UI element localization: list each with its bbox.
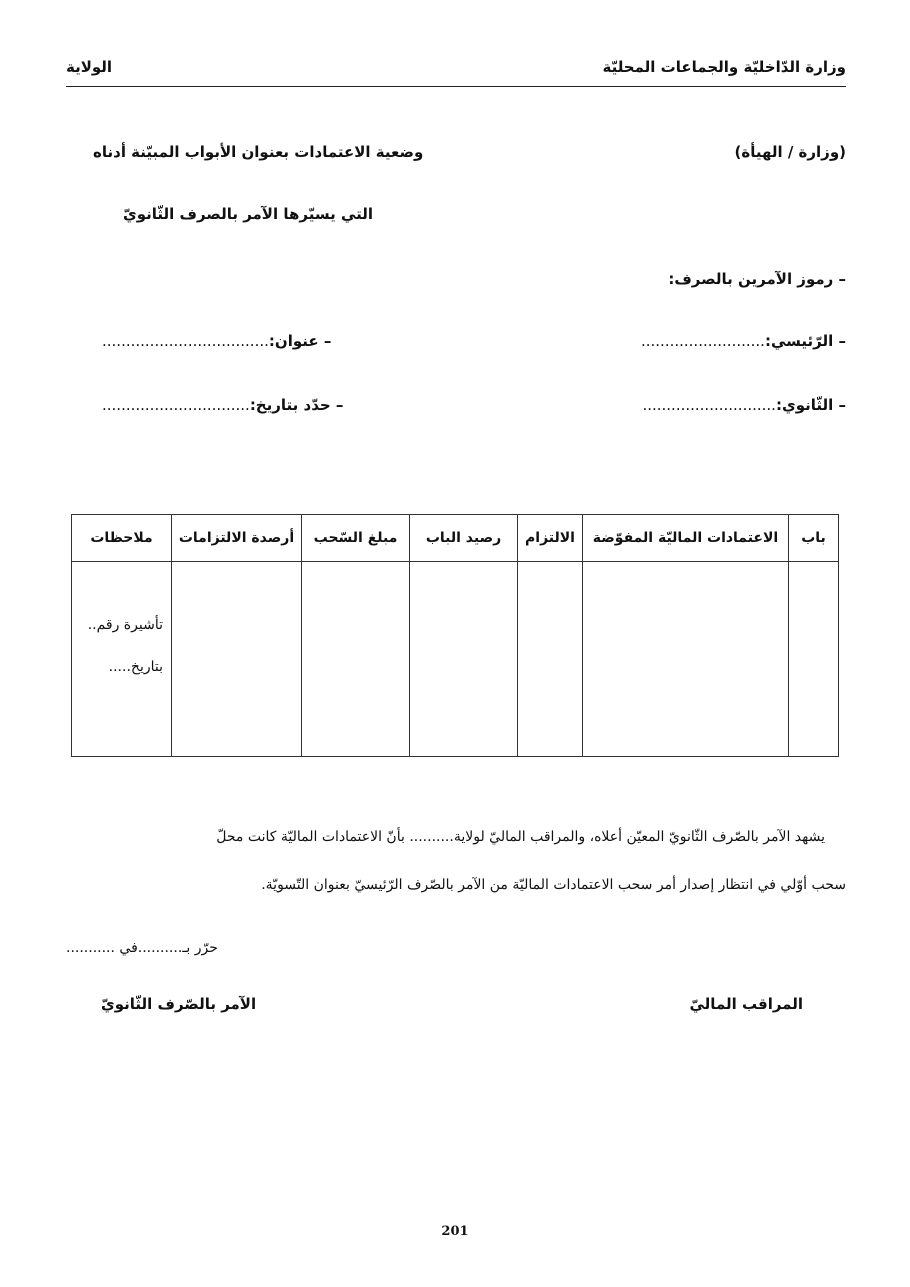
document-title: وضعية الاعتمادات بعنوان الأبواب المبيّنة أدناه <box>93 143 424 161</box>
table-cell-withdrawal-amount <box>302 562 410 757</box>
page-number: 201 <box>441 1224 469 1239</box>
secondary-officer-dots: ............................ <box>642 396 776 414</box>
table-row <box>72 562 839 757</box>
secondary-officer-field <box>642 396 846 414</box>
date-label: – حدّد بتاريخ: <box>249 396 344 414</box>
province-header: الولاية <box>66 58 113 76</box>
table-cell-commitment <box>518 562 583 757</box>
date-dots: ............................... <box>102 396 250 414</box>
ordering-codes-label: – رموز الآمرين بالصرف: <box>668 270 846 288</box>
column-header-chapter: باب <box>789 515 839 562</box>
column-header-notes: ملاحظات <box>72 515 172 562</box>
table-cell-delegated-credits <box>583 562 789 757</box>
table-cell-chapter <box>789 562 839 757</box>
address-label: – عنوان: <box>268 332 332 350</box>
financial-controller-signature: المراقب الماليّ <box>689 995 803 1013</box>
document-subtitle: التي يسيّرها الآمر بالصرف الثّانويّ <box>123 205 374 223</box>
main-officer-dots: .......................... <box>640 332 765 350</box>
column-header-delegated-credits: الاعتمادات الماليّة المفوّضة <box>583 515 789 562</box>
table-cell-chapter-balance <box>410 562 518 757</box>
visa-number-note: تأشيرة رقم.. <box>87 617 163 633</box>
secondary-officer-label: – الثّانوي: <box>775 396 846 414</box>
main-officer-field <box>641 332 846 350</box>
secondary-officer-signature: الآمر بالصّرف الثّانويّ <box>101 995 257 1013</box>
address-dots: ................................... <box>102 332 269 350</box>
address-field <box>102 332 331 350</box>
table-cell-notes <box>72 562 172 757</box>
header-rule <box>66 86 846 87</box>
table-header-row <box>72 515 839 562</box>
column-header-commitment: الالتزام <box>518 515 583 562</box>
column-header-chapter-balance: رصيد الباب <box>410 515 518 562</box>
ministry-header: وزارة الدّاخليّة والجماعات المحليّة <box>602 58 846 76</box>
main-officer-label: – الرّئيسي: <box>764 332 846 350</box>
column-header-withdrawal-amount: مبلغ السّحب <box>302 515 410 562</box>
certification-line-2: سحب أوّلي في انتظار إصدار أمر سحب الاعتمادات الماليّة من الآمر بالصّرف الرّئيسيّ بعنوان التّسويّة. <box>261 877 846 893</box>
date-field <box>102 396 343 414</box>
visa-date-note: بتاريخ..... <box>108 659 163 675</box>
column-header-commitment-balances: أرصدة الالتزامات <box>172 515 302 562</box>
credits-table <box>71 514 839 757</box>
certification-line-1: يشهد الآمر بالصّرف الثّانويّ المعيّن أعلاه، والمراقب الماليّ لولاية.......... بأنّ الاعتمادات الماليّة كانت محلّ <box>216 829 825 845</box>
done-at-line: حرّر بـ..........في ........... <box>66 940 218 956</box>
table-cell-commitment-balances <box>172 562 302 757</box>
ministry-label: (وزارة / الهيأة) <box>734 143 846 161</box>
